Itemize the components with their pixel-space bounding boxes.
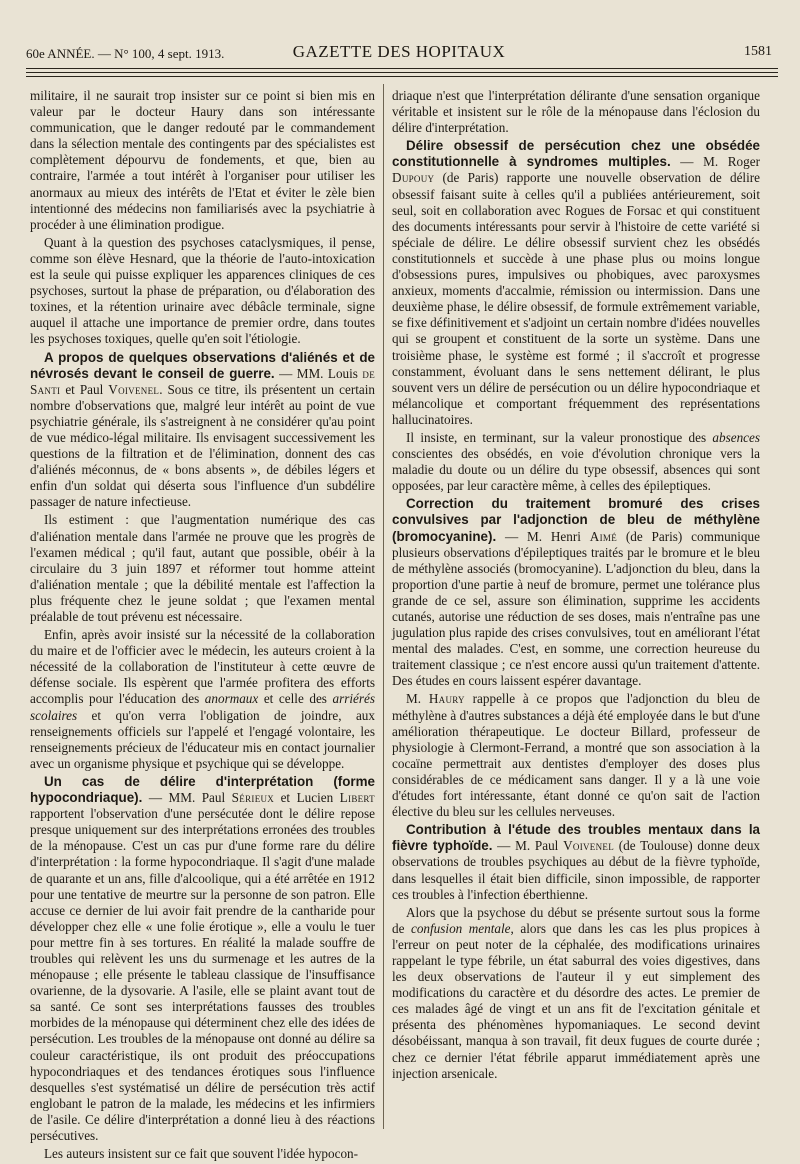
journal-title: GAZETTE DES HOPITAUX <box>292 42 506 61</box>
paragraph <box>392 905 760 1082</box>
author-name: Libert <box>339 790 375 806</box>
section-paragraph <box>30 774 375 1144</box>
author-name: Voivenel <box>563 838 614 854</box>
issue-line: 60e ANNÉE. — N° 100, 4 sept. 1913. <box>26 46 225 61</box>
author-name: Dupouy <box>392 170 435 186</box>
text-run: (de Paris) rapporte une nouvelle observation de délire obsessif faisant suite à celles qu'il a publiées antérieurement, soit seul, soit en collaboration avec Rogues de Forsac et qui constituent des documents intéressants pour servir à l'histoire de cette variété si spéciale de délire. Le délire obsessif survient chez les obsédés constitutionnels et succède à une phase plus ou moins longue d'obsessions pures, impulsives ou phobiques, avec paroxysmes anxieux, moments d'accalmie, rémission ou intermission. Dans une deuxième phase, le délire obsessif, de formule extrêmement variable, se fixe définitivement et s'adjoint un certain nombre d'idées nouvelles qui se groupent et constituent de la sorte un système. Dans une troisième phase, le système est formé ; il s'accroît et progresse constamment, évoluant dans le sens nettement délirant, le plus souvent vers un délire de persécution ou un délire hypocondriaque et mélancolique et comportant fréquemment des représentations hallucinatoires. <box>392 170 760 427</box>
page-number: 1581 <box>744 44 772 59</box>
text-run: — M. Paul <box>492 838 564 854</box>
section-paragraph <box>392 138 760 428</box>
paragraph <box>392 691 760 820</box>
author-name: de Santi <box>30 365 375 397</box>
text-run: Alors que la psychose du début se présente surtout sous la forme de <box>392 904 760 936</box>
paragraph: Quant à la question des psychoses cataclysmiques, il pense, comme son élève Hesnard, que la théorie de l'auto-intoxication est la seule qui puisse expliquer les apparences cliniques de ces psychoses, surtout la phase de préparation, ou d'élaboration des toxines, et la rétention urinaire avec débâcle terminale, signe auquel il attache une importance de premier ordre, dans toutes les psychoses toxiques, quelle qu'en soit l'étiologie. <box>30 234 375 347</box>
header-rule <box>26 72 778 73</box>
section-paragraph <box>392 496 760 689</box>
text-run: et Lucien <box>274 790 340 806</box>
text-run: (de Toulouse) donne deux observations de troubles psychiques au début de la fièvre typhoïde, dans lesquelles il était bien difficile, sinon impossible, de rapporter ces troubles à l'infection éberthienne. <box>392 838 761 902</box>
italic-term: absences <box>712 429 760 445</box>
section-paragraph <box>392 822 760 902</box>
text-run: . Sous ce titre, ils présentent un certain nombre d'observations que, malgré leur intérêt au point de vue psychiatrie générale, ils s'astreignent à ne considérer qu'au point de vue médico-légal militaire. Ils envisagent successivement les questions de la filtration et de l'élimination, donnent des cas d'aliénés méconnus, de « bons absents », de débiles légers et enfin d'un soldat qui déserta sous l'influence d'un subdélire passager de nature infectieuse. <box>30 381 376 510</box>
text-run: — M. Henri <box>496 528 590 544</box>
text-run: et qu'on verra l'obligation de joindre, aux renseignements officiels sur l'appelé et l'engagé volontaire, les renseignements précieux de l'éducateur mis en contact journalier avec un organisme physique et psychique qui se développe. <box>30 707 375 771</box>
section-heading: Contribution à l'étude des troubles mentaux dans la fièvre typhoïde. <box>392 822 760 854</box>
text-run: — M. Roger <box>670 154 760 170</box>
text-run: , alors que dans les cas les plus propices à l'erreur on peut noter de la céphalée, des modifications urinaires rappelant le type fébrile, un état saburral des voies digestives, dans les deux observations de l'auteur il y eut simplement des modifications du caractère et du désordre des actes. Le premier de ces malades âgé de vingt et un ans fit de l'excitation génitale et présenta des phénomènes hypomaniaques. Le second devint désobéissant, manqua à son travail, fit deux fugues de courte durée ; chez ce dernier l'état fébrile apparut immédiatement après une injection arsenicale. <box>392 920 761 1081</box>
text-run: M. <box>406 691 429 707</box>
paragraph: driaque n'est que l'interprétation délirante d'une sensation organique véritable et insistent sur le rôle de la ménopause dans l'éclosion du délire d'interprétation. <box>392 88 760 136</box>
text-run: — MM. Paul <box>142 790 232 806</box>
header-rule <box>26 68 778 69</box>
italic-term: confusion mentale <box>410 920 511 936</box>
left-column <box>30 88 375 1164</box>
page-header <box>26 40 772 66</box>
section-heading: Un cas de délire d'interprétation (forme hypocondriaque). <box>30 773 375 806</box>
header-rule <box>26 76 778 77</box>
section-paragraph <box>30 350 375 511</box>
paragraph <box>392 430 760 494</box>
text-run: Enfin, après avoir insisté sur la nécessité de la collaboration du maire et de l'officier avec le médecin, les auteurs croient à la nécessité de la collaboration de l'instituteur à cette œuvre de défense sociale. Ils espèrent que l'armée profitera des efforts accomplis pour l'éducation des <box>30 627 375 707</box>
text-run: — MM. Louis <box>274 365 363 381</box>
section-heading: A propos de quelques observations d'aliénés et de névrosés devant le conseil de guerre. <box>30 349 375 381</box>
paragraph: Les auteurs insistent sur ce fait que souvent l'idée hypocon- <box>44 1146 359 1162</box>
text-run: rappelle à ce propos que l'adjonction du bleu de méthylène à d'autres substances a déjà été employée dans le but d'une amélioration thérapeutique. Le docteur Billard, professeur de physiologie à Clermont-Ferrand, a montré que son association à la cocaïne permettrait aux dentistes d'employer des doses plus considérables de ce médicament sans danger. Il y a là une voie d'études fort intéressante, étant donné ce qu'on sait de l'action élective du bleu sur les cellules nerveuses. <box>392 691 761 820</box>
section-heading: Correction du traitement bromuré des crises convulsives par l'adjonction de bleu de méthylène (bromocyanine). <box>392 496 760 544</box>
text-run: et celle des <box>258 691 333 707</box>
text-run: (de Paris) communique plusieurs observations d'épileptiques traités par le bromure et le bleu de méthylène associés (bromocyanine). L'adjonction du bleu, dans la proportion d'une partie à neuf de bromure, permet une tolérance plus grande de ce sel, assure son élimination, supprime les accidents cutanés, autorise une réduction de ses doses, mais n'entraîne pas une jugulation plus rapide des crises convulsives, tout en améliorant l'état mental des malades. C'est, en somme, une correction heureuse du traitement classique ; ce n'est encore aussi qu'un traitement d'attente. Des études en cours laissent espérer davantage. <box>392 528 760 689</box>
right-column <box>392 88 760 1084</box>
paragraph: Ils estiment : que l'augmentation numérique des cas d'aliénation mentale dans l'armée ne prouve que les progrès de l'examen médical ; qu'il faut, autant que possible, obéir à la circulaire du 3 juin 1897 et réformer tout homme atteint d'aliénation mentale ; que la débilité mentale est l'affection la plus fréquente chez le jeune soldat ; que l'examen mental préalable de tout prévenu est nécessaire. <box>30 512 375 624</box>
italic-term: anormaux <box>204 691 259 707</box>
author-name: Haury <box>428 691 465 707</box>
text-run: rapportent l'observation d'une persécutée dont le délire repose presque uniquement sur des interprétations erronées des troubles de la ménopause. C'est un cas pur d'une forme rare du délire d'interprétation : la forme hypocondriaque. Il s'agit d'une malade de quarante et un ans, fille d'alcoolique, qui a été arrêtée en 1912 pour une tentative de meurtre sur la personne de son patron. Elle accuse ce dernier de lui avoir fait prendre de la cantharide pour développer chez elle « une folie érotique », elle a voulu le tuer pour mettre fin à ses tortures. En réalité la malade souffre de troubles qui relèvent les uns du surmenage et les autres de la ménopause ; elle présente le tableau classique de l'insuffisance ovarienne, de la dysovarie. A l'asile, elle se plaint avant tout de sa santé. Ce sont ses interprétations fausses des troubles morbides de la ménopause qui déterminent chez elle des idées de persécution. Les troubles de la ménopause ont donné au délire sa couleur caractéristique, ils ont produit des préoccupations hypocondriaques et des tendances érotiques sous l'influence desquelles s'est systématisé un délire de persécution très actif englobant le patron de la malade, les médecins et les infirmiers de l'asile. Ce délire d'interprétation a donné lieu à des réactions persécutives. <box>30 806 375 1143</box>
author-name: Aimé <box>589 528 617 544</box>
italic-term: arriérés scolaires <box>30 691 375 723</box>
text-run: conscientes des obsédés, en voie d'évolution chronique vers la maladie du doute ou un délire du type obsessif, absences qui sont opposées, par leur caractère même, à celles des épileptiques. <box>392 446 760 494</box>
paragraph <box>30 627 375 772</box>
author-name: Sérieux <box>231 790 275 806</box>
text-run: Il insiste, en terminant, sur la valeur pronostique des <box>406 429 713 445</box>
paragraph: militaire, il ne saurait trop insister sur ce point si bien mis en valeur par le docteur Haury dans son intéressante communication, que le danger redouté par le commandement dans la sélection mentale des contingents par des spécialistes est complètement dépourvu de fondements, et que, bien au contraire, l'armée a tout intérêt à l'organiser pour utiliser les anormaux au mieux des intérêts de l'Etat et éviter le zèle bien intentionné des médecins non familiarisés avec la psychiatrie à procéder à une élimination prodigue. <box>30 88 375 232</box>
section-heading: Délire obsessif de persécution chez une obsédée constitutionnelle à syndromes multiples. <box>392 138 760 170</box>
text-run: et Paul <box>60 381 109 397</box>
author-name: Voivenel <box>108 381 160 397</box>
column-divider <box>383 84 384 1129</box>
